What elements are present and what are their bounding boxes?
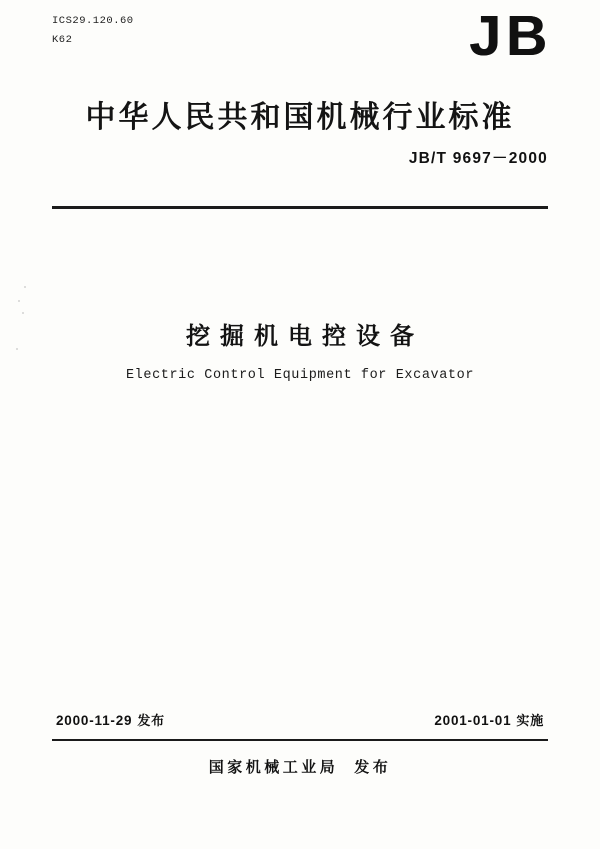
standard-number: JB/T 9697－2000 <box>408 150 548 167</box>
ics-identifier-block <box>52 12 134 50</box>
publisher-name: 国家机械工业局 <box>208 758 339 776</box>
issue-date-label: 发布 <box>137 714 165 729</box>
divider-top <box>52 206 548 209</box>
implementation-date-block <box>434 710 544 729</box>
document-title-chinese: 挖掘机电控设备 <box>186 322 424 350</box>
classification-code: K62 <box>52 34 73 46</box>
implementation-date-label: 实施 <box>516 714 544 729</box>
issue-date-value: 2000-11-29 <box>56 713 133 728</box>
document-title-english: Electric Control Equipment for Excavator <box>125 368 475 383</box>
ics-code: ICS29.120.60 <box>52 15 134 27</box>
jb-logo: JB <box>469 4 552 68</box>
divider-bottom <box>52 739 548 741</box>
scan-speckle <box>24 286 26 288</box>
implementation-date-value: 2001-01-01 <box>434 713 512 728</box>
publisher-block <box>0 756 600 777</box>
issue-date-block <box>56 710 165 729</box>
scan-speckle <box>16 348 18 350</box>
issuing-body-title: 中华人民共和国机械行业标准 <box>85 100 515 135</box>
publisher-verb: 发布 <box>354 758 392 776</box>
scan-speckle <box>18 300 20 302</box>
scan-speckle <box>22 312 24 314</box>
